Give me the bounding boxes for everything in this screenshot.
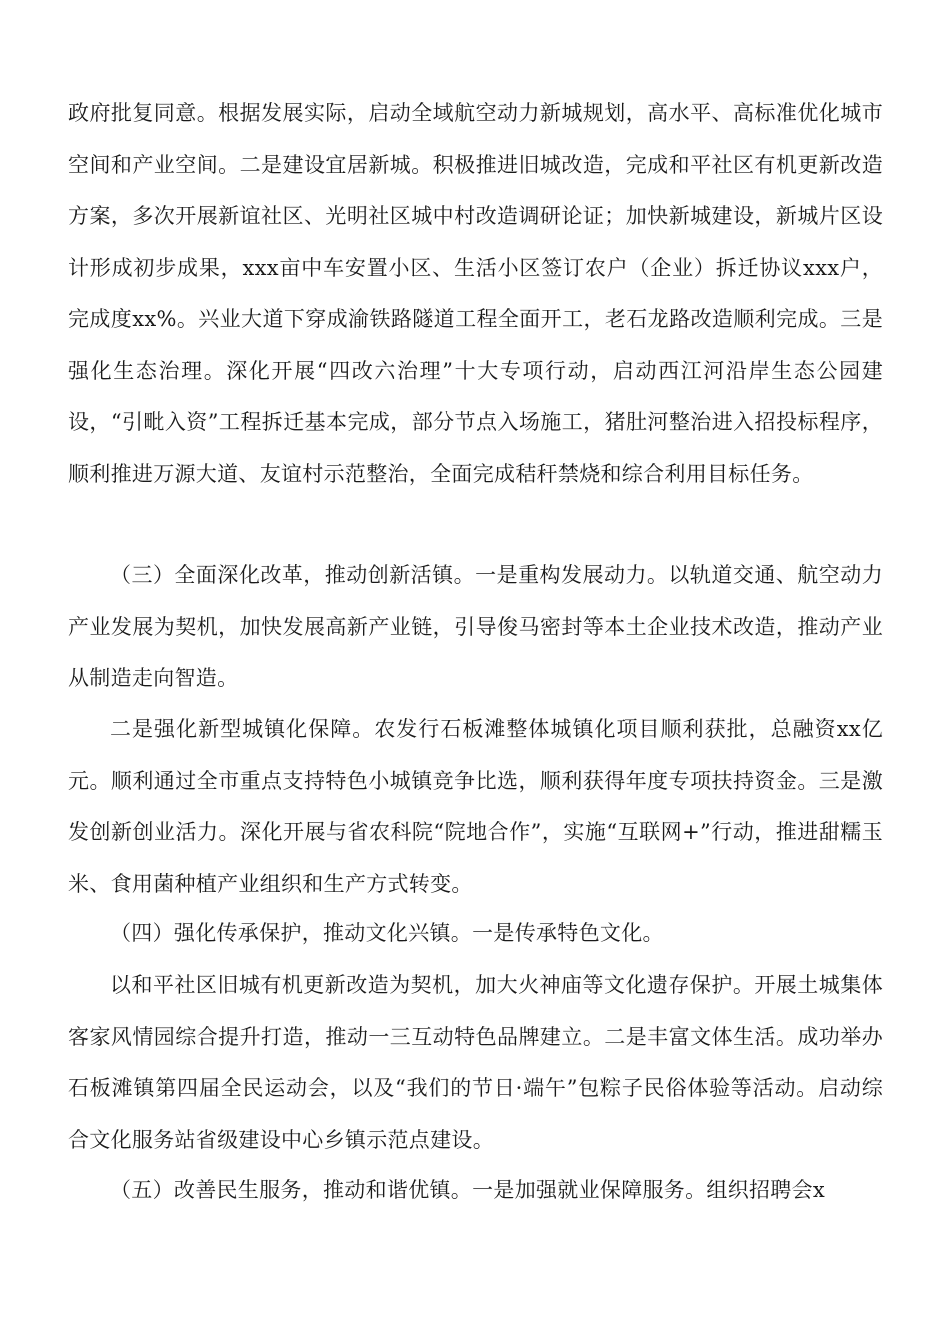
paragraph-cultural-heritage: 以和平社区旧城有机更新改造为契机，加大火神庙等文化遗存保护。开展土城集体客家风情园综合提升打造，推动一三互动特色品牌建立。二是丰富文体生活。成功举办石板滩镇第四届全民运动会，以及“我们的节日·端午”包粽子民俗体验等活动。启动综合文化服务站省级建设中心乡镇示范点建设。 bbox=[68, 973, 883, 1152]
paragraph-section-3-reform: （三）全面深化改革，推动创新活镇。一是重构发展动力。以轨道交通、航空动力产业发展为契机，加快发展高新产业链，引导俊马密封等本土企业技术改造，推动产业从制造走向智造。 bbox=[68, 563, 883, 690]
paragraph-section-5-livelihood: （五）改善民生服务，推动和谐优镇。一是加强就业保障服务。组织招聘会x bbox=[110, 1178, 826, 1202]
paragraph-urbanization-guarantee: 二是强化新型城镇化保障。农发行石板滩整体城镇化项目顺利获批，总融资xx亿元。顺利通过全市重点支持特色小城镇竞争比选，顺利获得年度专项扶持资金。三是激发创新创业活力。深化开展与省农科院“院地合作”，实施“互联网+”行动，推进甜糯玉米、食用菌种植产业组织和生产方式转变。 bbox=[68, 717, 883, 896]
paragraph-section-4-culture: （四）强化传承保护，推动文化兴镇。一是传承特色文化。 bbox=[110, 921, 664, 945]
paragraph-urban-planning-continued: 政府批复同意。根据发展实际，启动全域航空动力新城规划，高水平、高标准优化城市空间和产业空间。二是建设宜居新城。积极推进旧城改造，完成和平社区有机更新改造方案，多次开展新谊社区、光明社区城中村改造调研论证；加快新城建设，新城片区设计形成初步成果，xxx亩中车安置小区、生活小区签订农户（企业）拆迁协议xxx户，完成度xx%。兴业大道下穿成渝铁路隧道工程全面开工，老石龙路改造顺利完成。三是强化生态治理。深化开展“四改六治理”十大专项行动，启动西江河沿岸生态公园建设，“引毗入资”工程拆迁基本完成，部分节点入场施工，猪肚河整治进入招投标程序，顺利推进万源大道、友谊村示范整治，全面完成秸秆禁烧和综合利用目标任务。 bbox=[68, 101, 883, 486]
